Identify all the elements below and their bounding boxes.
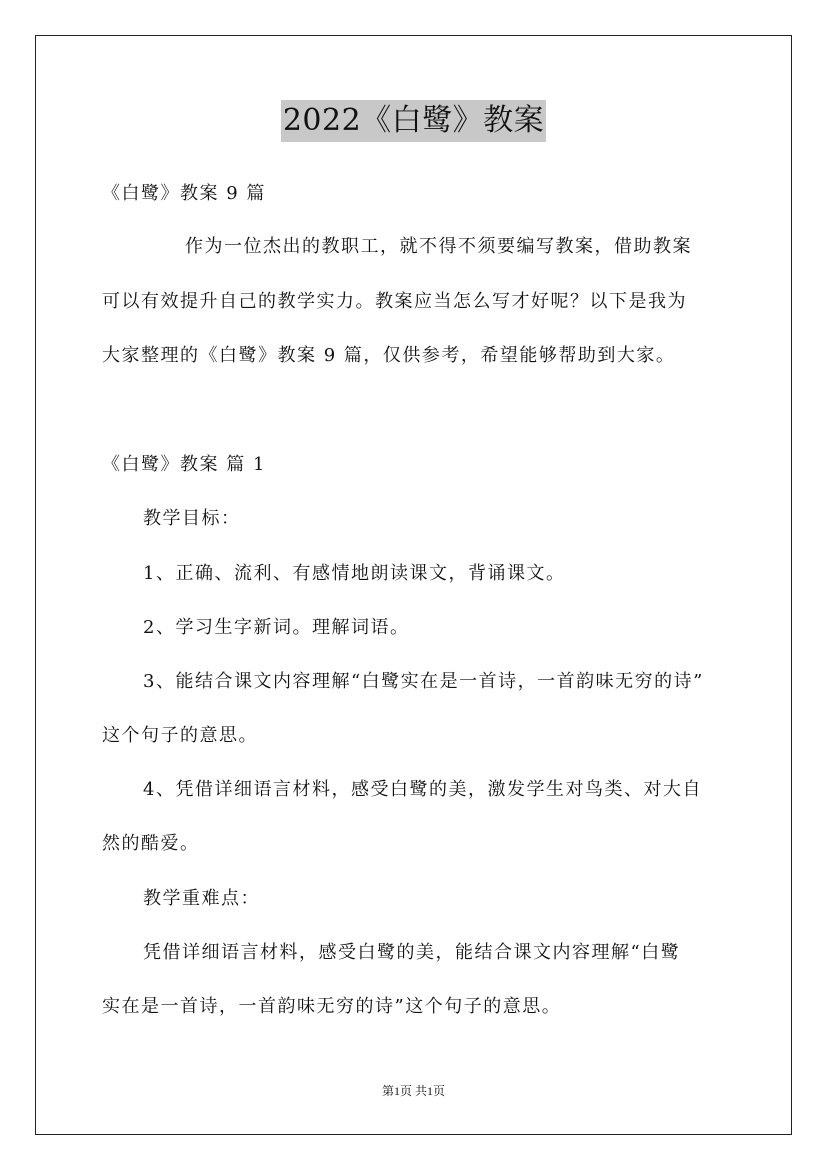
goal-item-3-line-2: 这个句子的意思。 bbox=[102, 725, 258, 746]
intro-line-3: 大家整理的《白鹭》教案 9 篇，仅供参考，希望能够帮助到大家。 bbox=[102, 345, 676, 366]
intro-line-2: 可以有效提升自己的教学实力。教案应当怎么写才好呢？以下是我为 bbox=[102, 291, 687, 312]
key-points-line-2: 实在是一首诗，一首韵味无穷的诗”这个句子的意思。 bbox=[102, 996, 562, 1017]
goal-item-4-line-1: 4、凭借详细语言材料，感受白鹭的美，激发学生对鸟类、对大自 bbox=[143, 779, 702, 800]
goal-item-2: 2、学习生字新词。理解词语。 bbox=[143, 617, 410, 638]
key-heading: 教学重难点： bbox=[143, 888, 260, 909]
goal-item-1: 1、正确、流利、有感情地朗读课文，背诵课文。 bbox=[143, 563, 566, 584]
title-container bbox=[0, 100, 827, 142]
intro-line-1: 作为一位杰出的教职工，就不得不须要编写教案，借助教案 bbox=[185, 236, 692, 257]
goal-item-4-line-2: 然的酷爱。 bbox=[102, 833, 200, 854]
document-title: 2022《白鹭》教案 bbox=[281, 100, 546, 142]
page-footer: 第1页 共1页 bbox=[381, 1084, 445, 1098]
section-heading: 《白鹭》教案 篇 1 bbox=[102, 454, 266, 475]
goal-heading: 教学目标： bbox=[143, 508, 241, 529]
document-subtitle: 《白鹭》教案 9 篇 bbox=[102, 183, 266, 204]
key-points-line-1: 凭借详细语言材料，感受白鹭的美，能结合课文内容理解“白鹭 bbox=[143, 942, 681, 963]
goal-item-3-line-1: 3、能结合课文内容理解“白鹭实在是一首诗，一首韵味无穷的诗” bbox=[143, 671, 704, 692]
